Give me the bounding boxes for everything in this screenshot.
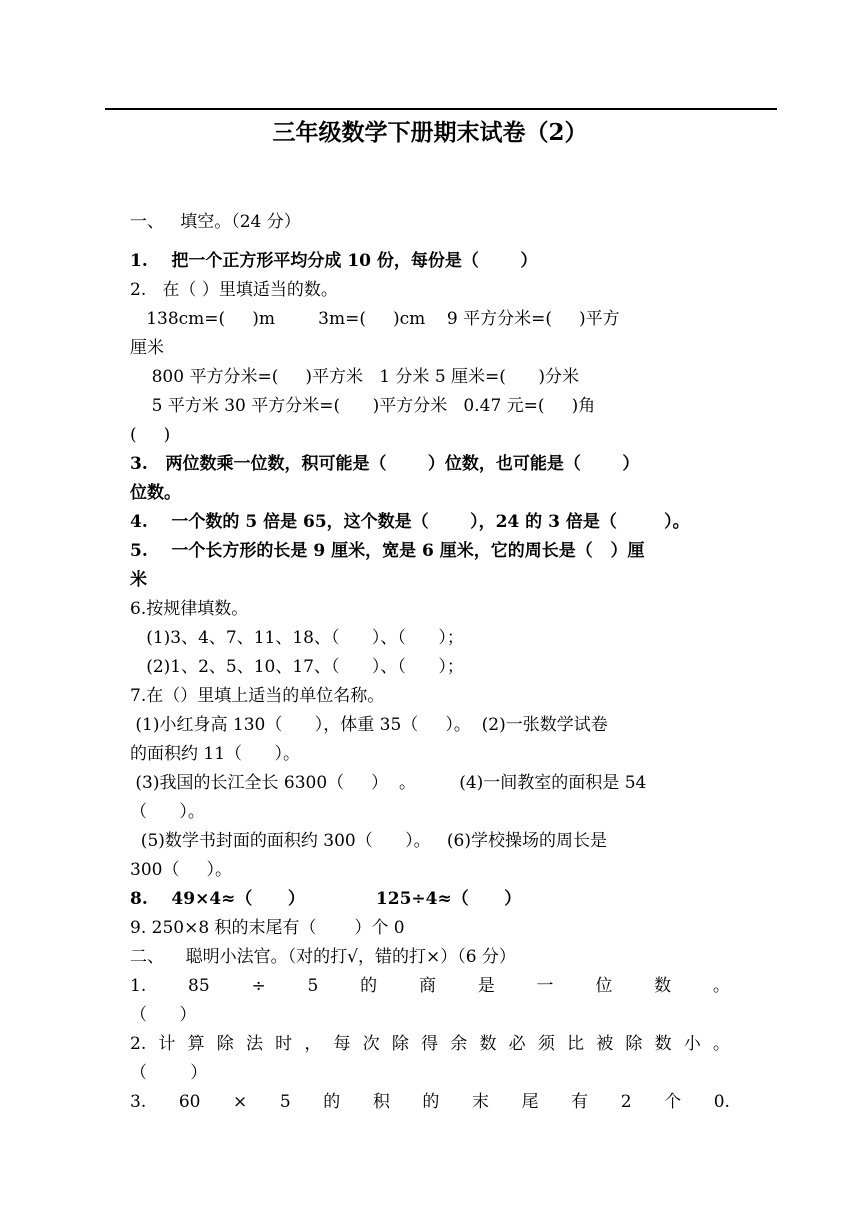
q3-line1: 3. 两位数乘一位数，积可能是（ ）位数，也可能是（ ） — [130, 454, 640, 474]
judge-word: 的 — [323, 1092, 341, 1112]
q2-line2: 800 平方分米=( )平方米 1 分米 5 厘米=( )分米 — [130, 367, 579, 387]
q7-line5: (5)数学书封面的面积约 300（ ）。 (6)学校操场的周长是 — [130, 831, 607, 851]
judge-word: 。 — [712, 1034, 730, 1054]
q7-line4: （ ）。 — [130, 802, 205, 822]
judge-word: 2. — [130, 1034, 147, 1054]
q7-line6: 300（ ）。 — [130, 860, 232, 880]
judge-word: 2 — [620, 1092, 632, 1112]
judge-word: 60 — [178, 1092, 201, 1112]
judge-word: 必 — [508, 1034, 526, 1054]
page-title: 三年级数学下册期末试卷（2） — [272, 119, 588, 146]
q6: 6.按规律填数。 — [130, 599, 249, 619]
judge-word: 小 — [683, 1034, 701, 1054]
q2: 2. 在（ ）里填适当的数。 — [130, 280, 338, 300]
judge-word: 数 — [479, 1034, 497, 1054]
judge-word: 次 — [362, 1034, 380, 1054]
judge-word: 的 — [360, 976, 378, 996]
q7-line2: 的面积约 11（ ）。 — [130, 744, 300, 764]
q7: 7.在（）里填上适当的单位名称。 — [130, 686, 385, 706]
q2-line1b: 厘米 — [130, 338, 164, 358]
judge-q3 — [130, 1090, 730, 1114]
judge-word: 时 — [275, 1034, 293, 1054]
judge-q2 — [130, 1032, 730, 1056]
judge-word: 商 — [418, 976, 436, 996]
judge-word: 数 — [654, 976, 672, 996]
judge-word: 计 — [158, 1034, 176, 1054]
q7-line3: (3)我国的长江全长 6300（ ） 。 (4)一间教室的面积是 54 — [130, 773, 647, 793]
judge-word: 须 — [537, 1034, 555, 1054]
judge-word: 积 — [372, 1092, 390, 1112]
judge-word: 5 — [307, 976, 319, 996]
q4: 4. 一个数的 5 倍是 65，这个数是（ ），24 的 3 倍是（ ）。 — [130, 512, 690, 532]
judge-q1 — [130, 974, 730, 998]
judge-word: ， — [304, 1034, 322, 1054]
judge-word: 1. — [130, 976, 147, 996]
q6-sequence-2: (2)1、2、5、10、17、（ ）、（ ）； — [130, 657, 464, 677]
judge-word: 除 — [391, 1034, 409, 1054]
judge-word: 除 — [216, 1034, 234, 1054]
judge-word: 85 — [188, 976, 210, 996]
judge-word: 的 — [422, 1092, 440, 1112]
judge-word: 末 — [472, 1092, 489, 1112]
section2-heading: 二、 聪明小法官。（对的打√，错的打×）（6 分） — [130, 947, 516, 967]
judge-word: 。 — [712, 976, 730, 996]
judge-word: 有 — [571, 1092, 589, 1112]
judge-word: 个 — [664, 1092, 682, 1112]
judge-word: 法 — [245, 1034, 263, 1054]
header-rule — [105, 108, 777, 110]
judge-word: 比 — [567, 1034, 585, 1054]
q8: 8. 49×4≈（ ） 125÷4≈（ ） — [130, 889, 522, 909]
q7-line1: (1)小红身高 130（ ），体重 35（ ）。 (2)一张数学试卷 — [130, 715, 608, 735]
judge-word: 位 — [595, 976, 613, 996]
judge-word: 5 — [279, 1092, 291, 1112]
q1: 1. 把一个正方形平均分成 10 份，每份是（ ） — [130, 251, 538, 271]
judge-q1-bracket: （ ） — [130, 1005, 197, 1025]
judge-word: 被 — [596, 1034, 614, 1054]
judge-word: 算 — [187, 1034, 205, 1054]
judge-word: 0. — [713, 1092, 730, 1112]
judge-word: 每 — [333, 1034, 351, 1054]
judge-word: 余 — [450, 1034, 468, 1054]
q9: 9. 250×8 积的末尾有（ ）个 0 — [130, 918, 405, 938]
judge-word: 一 — [536, 976, 554, 996]
judge-word: 是 — [477, 976, 495, 996]
q2-line3b: ( ) — [130, 425, 171, 445]
q5-line1: 5. 一个长方形的长是 9 厘米，宽是 6 厘米，它的周长是（ ）厘 — [130, 541, 645, 561]
judge-word: × — [233, 1092, 248, 1112]
judge-word: 3. — [130, 1092, 147, 1112]
judge-word: 得 — [421, 1034, 439, 1054]
q5-line2: 米 — [130, 570, 147, 590]
q3-line2: 位数。 — [130, 483, 181, 503]
judge-word: 数 — [654, 1034, 672, 1054]
judge-word: ÷ — [251, 976, 266, 996]
q2-line1: 138cm=( )m 3m=( )cm 9 平方分米=( )平方 — [130, 309, 620, 329]
judge-word: 尾 — [521, 1092, 539, 1112]
q2-line3: 5 平方米 30 平方分米=( )平方分米 0.47 元=( )角 — [130, 396, 596, 416]
section1-heading: 一、 填空。（24 分） — [130, 212, 301, 232]
q6-sequence-1: (1)3、4、7、11、18、（ ）、（ ）； — [130, 628, 464, 648]
judge-q2-bracket: （ ） — [130, 1063, 208, 1083]
judge-word: 除 — [625, 1034, 643, 1054]
